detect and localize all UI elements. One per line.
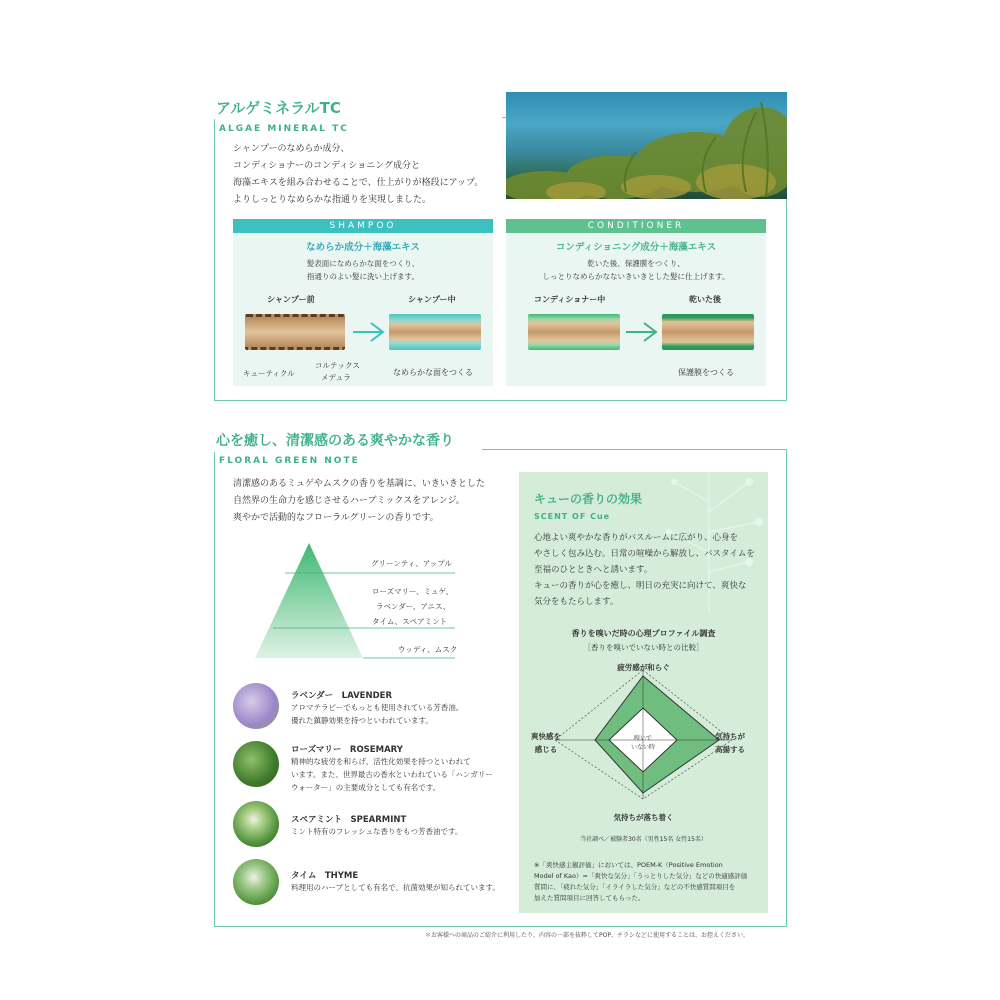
shampoo-panel (233, 219, 493, 386)
herb-desc (291, 881, 500, 894)
scent-desc (534, 530, 764, 610)
section2-subtitle: FLORAL GREEN NOTE (219, 456, 360, 466)
conditioner-desc (506, 257, 766, 283)
desc-line: 心地よい爽やかな香りがバスルームに広がり、心身を (534, 533, 739, 543)
herb-desc-line: アロマテラピーでもっとも使用されている芳香油。 (291, 703, 464, 712)
spearmint-photo (233, 801, 279, 847)
arrow-icon (351, 319, 391, 345)
section1-title: アルゲミネラルTC (216, 99, 341, 117)
intro-line: 海藻エキスを組み合わせることで、仕上がりが格段にアップ。 (233, 178, 484, 188)
herb-desc-line: 料理用のハーブとしても有名で、抗菌効果が知られています。 (291, 883, 500, 892)
section2-title: 心を癒し、清潔感のある爽やかな香り (216, 433, 454, 449)
axis-left-line: 感じる (534, 745, 558, 754)
hair-conditioning (528, 314, 620, 350)
intro-line: よりしっとりなめらかな指通りを実現しました。 (233, 195, 432, 205)
axis-left-line: 爽快感を (531, 732, 561, 741)
thyme-photo (233, 859, 279, 905)
note-line: 加えた質問項目に回答してもらった。 (534, 894, 645, 902)
center-label (623, 734, 663, 752)
axis-bottom: 気持ちが落ち着く (613, 813, 674, 822)
axis-top: 疲労感が和らぐ (617, 663, 670, 672)
conditioner-header: CONDITIONER (506, 219, 766, 233)
shampoo-caption: なめらかな面をつくる (393, 368, 473, 377)
note-line: 質問に、「疲れた気分」「イライラした気分」などの不快感質問項目を (534, 883, 736, 891)
desc-line: 指通りのよい髪に洗い上げます。 (307, 272, 419, 281)
center-label-line: いない時 (630, 744, 655, 751)
label-cortex: コルテックス (315, 361, 360, 370)
herb-list (233, 683, 523, 913)
conditioner-after-label: 乾いた後 (689, 295, 721, 304)
chart-source: 当社調べ／被験者30名（男性15名 女性15名） (580, 836, 707, 843)
rosemary-photo (233, 741, 279, 787)
seaweed-photo (506, 92, 787, 199)
conditioner-title: コンディショニング成分＋海藻エキス (555, 242, 717, 253)
herb-desc-line: ウォーター」の主要成分としても有名です。 (291, 783, 441, 792)
shampoo-after-label: シャンプー中 (408, 295, 456, 304)
hair-after (389, 314, 481, 350)
herb-desc (291, 755, 493, 794)
herb-name: ローズマリー ROSEMARY (291, 745, 403, 755)
seaweed-illustration (506, 92, 787, 199)
herb-desc (291, 701, 463, 727)
herb-desc (291, 825, 462, 838)
axis-right (715, 730, 745, 756)
chart-title: 香りを嗅いだ時の心理プロファイル調査 (571, 629, 716, 638)
pyramid-top: グリーンティ、アップル (371, 559, 452, 568)
herb-name: タイム THYME (291, 871, 359, 881)
conditioner-caption: 保護膜をつくる (678, 368, 734, 377)
desc-line: 気分をもたらします。 (534, 597, 619, 607)
note-line: ※「爽快感主観評価」においては、POEM-K（Positive Emotion (534, 861, 723, 869)
herb-desc-line: います。また、世界最古の香水といわれている「ハンガリー (291, 770, 493, 779)
scent-subtitle: SCENT OF Cue (534, 512, 611, 521)
hair-dried (662, 314, 754, 350)
lavender-photo (233, 683, 279, 729)
herb-name: スペアミント SPEARMINT (291, 815, 407, 825)
desc-line: 至福のひとときへと誘います。 (534, 565, 653, 575)
intro-line: 爽やかで活動的なフローラルグリーンの香りです。 (233, 513, 439, 523)
intro-line: シャンプーのなめらか成分、 (233, 144, 350, 154)
hair-before (245, 314, 345, 350)
desc-line: 乾いた後、保護膜をつくり、 (587, 259, 685, 268)
desc-line: 髪表面になめらかな面をつくり、 (306, 259, 420, 268)
desc-line: キューの香りが心を癒し、明日の充実に向けて、爽快な (534, 581, 747, 591)
shampoo-header: SHAMPOO (233, 219, 493, 233)
pyramid-bottom: ウッディ、ムスク (398, 645, 458, 654)
label-cuticle: キューティクル (243, 369, 295, 378)
scent-title: キューの香りの効果 (534, 492, 643, 506)
herb-desc-line: 優れた鎮静効果を持つといわれています。 (291, 716, 433, 725)
herb-name: ラベンダー LAVENDER (291, 691, 392, 701)
section1-intro (233, 141, 503, 209)
footer-note: ＊お客様への商品のご紹介に利用したり、内容の一部を抜粋してPOP、チラシなどに使用することは、お控えください。 (425, 932, 749, 939)
herb-desc-line: ミント特有のフレッシュな香りをもつ芳香油です。 (291, 827, 463, 836)
axis-left (531, 730, 561, 756)
section2-intro (233, 476, 513, 527)
intro-line: 自然界の生命力を感じさせるハーブミックスをアレンジ。 (233, 496, 465, 506)
conditioner-panel (506, 219, 766, 386)
intro-line: 清潔感のあるミュゲやムスクの香りを基調に、いきいきとした (233, 479, 485, 489)
section1-subtitle: ALGAE MINERAL TC (219, 124, 349, 134)
shampoo-desc (233, 257, 493, 283)
herb-desc-line: 精神的な疲労を和らげ、活性化効果を持つといわれて (291, 757, 471, 766)
pyramid-middle-line: タイム、スペアミント (372, 617, 448, 626)
center-label-line: 嗅いで (633, 735, 652, 742)
conditioner-before-label: コンディショナー中 (534, 295, 606, 304)
pyramid-middle (372, 584, 453, 629)
desc-line: やさしく包み込む。日常の喧噪から解放し、バスタイムを (534, 549, 755, 559)
note-line: Model of Kao）=「爽快な気分」「うっとりした気分」などの快適感評価 (534, 872, 748, 880)
shampoo-before-label: シャンプー前 (267, 295, 315, 304)
pyramid-middle-line: ローズマリー、ミュゲ、 (372, 587, 453, 596)
desc-line: しっとりなめらかなないきいきとした髪に仕上げます。 (542, 272, 730, 281)
chart-note (534, 860, 764, 904)
axis-right-line: 気持ちが (715, 732, 745, 741)
label-medulla: メデュラ (321, 373, 351, 382)
shampoo-title: なめらか成分＋海藻エキス (306, 242, 420, 253)
chart-subtitle: ［香りを嗅いでいない時との比較］ (583, 643, 704, 652)
scent-panel (519, 472, 768, 913)
axis-right-line: 高揚する (715, 745, 745, 754)
arrow-icon (624, 319, 664, 345)
intro-line: コンディショナーのコンディショニング成分と (233, 161, 421, 171)
pyramid-middle-line: ラベンダー、アニス、 (376, 602, 451, 611)
